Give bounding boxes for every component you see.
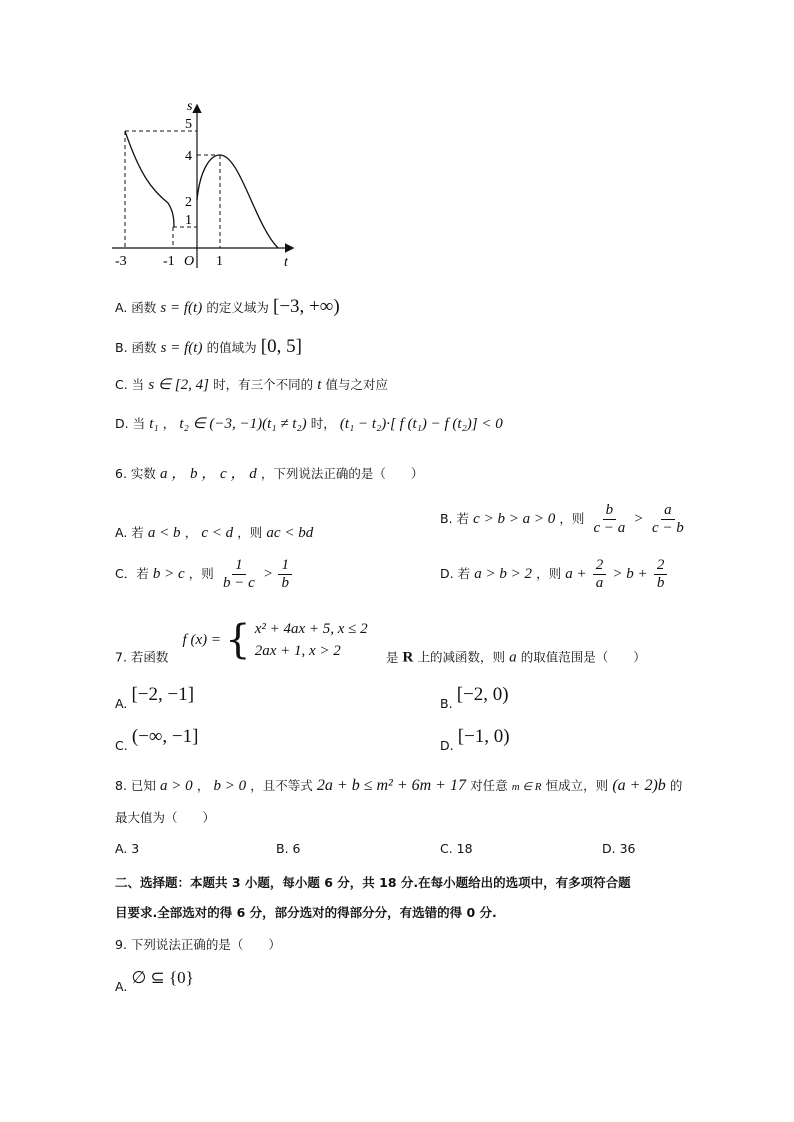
- q8-option-a: A. 3: [115, 841, 140, 856]
- piecewise-cases: x² + 4ax + 5, x ≤ 2 2ax + 1, x > 2: [254, 621, 368, 659]
- section-2-heading-line2: 目要求.全部选对的得 6 分，部分选对的得部分分，有选错的得 0 分.: [115, 905, 497, 920]
- curve-left: [125, 131, 174, 227]
- y-tick-5: 5: [185, 117, 192, 132]
- q8-option-c: C. 18: [440, 841, 473, 856]
- q5-option-d: D. 当 t₁ ， t₂ ∈ (−3, −1)(t₁ ≠ t₂) 时， (t₁ − t₂)·[ f (t₁) − f (t₂)] < 0: [115, 416, 503, 432]
- q5-option-c: C. 当 s ∈ [2, 4] 时，有三个不同的 t 值与之对应: [115, 377, 389, 393]
- origin-label: O: [184, 254, 195, 268]
- q7-option-c: C. (−∞, −1]: [115, 726, 199, 753]
- y-tick-4: 4: [185, 149, 192, 164]
- q7-stem: 7. 若函数 f (x) = { x² + 4ax + 5, x ≤ 2 2ax + 1, x > 2 是 R 上的减函数，则 a 的取值范围是（ ）: [115, 617, 646, 666]
- q6-option-a: A. 若 a < b ， c < d ，则 ac < bd: [115, 525, 314, 541]
- q8-option-d: D. 36: [602, 841, 636, 856]
- function-graph: [105, 98, 305, 268]
- q5-option-b: B. 函数 s = f(t) 的值域为 [0, 5]: [115, 336, 302, 357]
- q9-option-a: A. ∅ ⊆ {0}: [115, 968, 194, 994]
- q6-option-d: D. 若 a > b > 2 ，则 a + $\frac{2}{a}$ > b + $\frac{2}{b}$: [440, 557, 669, 592]
- section-2-heading-line1: 二、选择题：本题共 3 小题，每小题 6 分，共 18 分.在每小题给出的选项中，有多项符合题: [115, 875, 631, 890]
- q6-option-b: B. 若 c > b > a > 0 ，则 $\frac{b}{c - a}$ > $\frac{a}{c - b}$: [440, 502, 689, 537]
- q7-option-d: D. [−1, 0): [440, 726, 510, 753]
- s-axis-label: s: [187, 99, 193, 114]
- q7-option-b: B. [−2, 0): [440, 684, 509, 711]
- q6-stem: 6. 实数 a ， b ， c ， d ，下列说法正确的是（ ）: [115, 466, 424, 482]
- t-axis-label: t: [284, 255, 288, 268]
- fraction: $\frac{2}{a}$: [593, 557, 607, 592]
- case-brace: {: [225, 617, 251, 663]
- y-tick-1: 1: [185, 213, 192, 228]
- x-tick--1: -1: [163, 254, 175, 268]
- y-tick-2: 2: [185, 195, 192, 210]
- q7-option-a: A. [−2, −1]: [115, 684, 195, 711]
- fraction: $\frac{a}{c - b}$: [652, 502, 684, 536]
- q8-stem: 8. 已知 a > 0 ， b > 0 ，且不等式 2a + b ≤ m² + 6m + 17 对任意 m ∈ R 恒成立，则 (a + 2)b 的: [115, 777, 683, 794]
- fraction: $\frac{1}{b - c}$: [222, 557, 255, 591]
- dashed-guides: [125, 131, 220, 248]
- q8-option-b: B. 6: [276, 841, 301, 856]
- q9-stem: 9. 下列说法正确的是（ ）: [115, 937, 281, 952]
- q8-stem-line2: 最大值为（ ）: [115, 810, 216, 825]
- q5-option-a: A. 函数 s = f(t) 的定义域为 [−3, +∞): [115, 296, 340, 317]
- q6-option-c: C．若 b > c ，则 $\frac{1}{b - c}$ > $\frac{1}{b}$: [115, 557, 294, 592]
- x-tick--3: -3: [115, 254, 127, 268]
- fraction: $\frac{b}{c - a}$: [593, 502, 626, 536]
- curve-right: [197, 155, 278, 248]
- x-tick-1: 1: [216, 254, 223, 268]
- fraction: $\frac{1}{b}$: [278, 557, 292, 592]
- fraction: $\frac{2}{b}$: [654, 557, 668, 592]
